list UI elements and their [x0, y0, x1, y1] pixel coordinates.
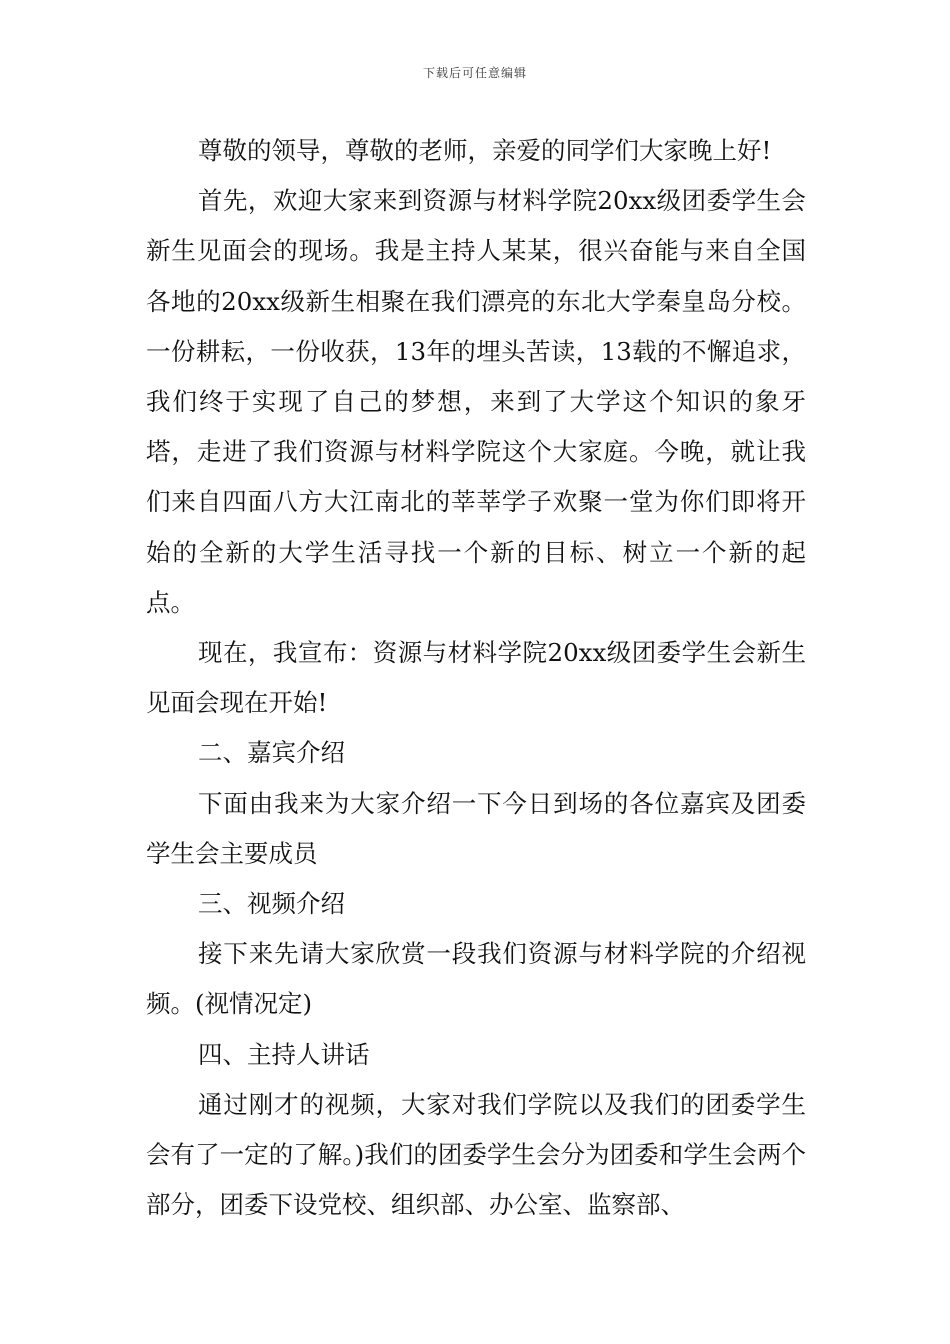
announcement-paragraph: 现在，我宣布：资源与材料学院20xx级团委学生会新生见面会现在开始! [146, 638, 806, 718]
header-note: 下载后可任意编辑 [422, 66, 527, 80]
welcome-paragraph: 首先，欢迎大家来到资源与材料学院20xx级团委学生会新生见面会的现场。我是主持人某某，很兴奋能与来自全国各地的20xx级新生相聚在我们漂亮的东北大学秦皇岛分校。一份耕耘，一份收获，13年的埋头苦读，13载的不懈追求，我们终于实现了自己的梦想，来到了大学这个知识的象牙塔，走进了我们资源与材料学院这个大家庭。今晚，就让我们来自四面八方大江南北的莘莘学子欢聚一堂为你们即将开始的全新的大学生活寻找一个新的目标、树立一个新的起点。 [146, 186, 806, 617]
video-paragraph: 接下来先请大家欣赏一段我们资源与材料学院的介绍视频。(视情况定) [146, 939, 806, 1019]
document-body [146, 126, 806, 1230]
section-heading-guests: 二、嘉宾介绍 [198, 738, 345, 768]
greeting-paragraph: 尊敬的领导，尊敬的老师，亲爱的同学们大家晚上好! [198, 136, 772, 165]
section-heading-video: 三、视频介绍 [198, 889, 345, 919]
section-heading-host-speech: 四、主持人讲话 [198, 1039, 370, 1069]
guests-paragraph: 下面由我来为大家介绍一下今日到场的各位嘉宾及团委学生会主要成员 [146, 788, 806, 868]
host-speech-paragraph: 通过刚才的视频，大家对我们学院以及我们的团委学生会有了一定的了解。)我们的团委学生会分为团委和学生会两个部分，团委下设党校、组织部、办公室、监察部、 [146, 1089, 806, 1220]
